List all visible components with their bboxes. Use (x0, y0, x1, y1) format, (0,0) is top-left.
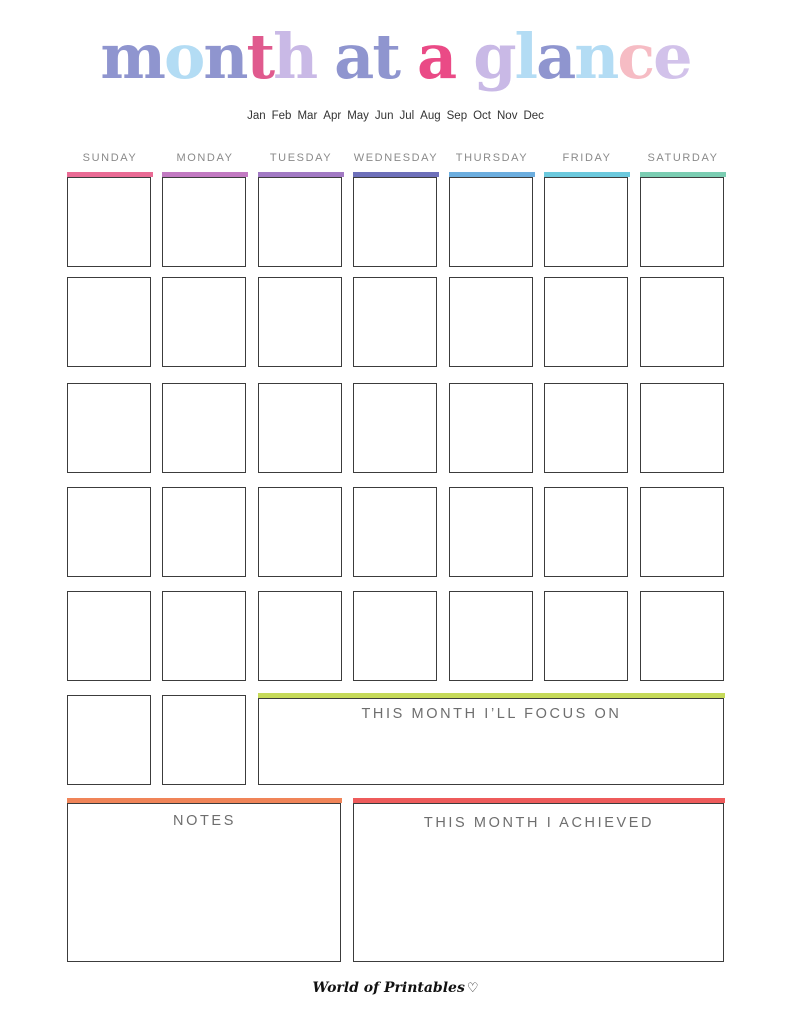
day-cell[interactable] (449, 383, 533, 473)
day-cell[interactable] (640, 177, 724, 267)
day-cell[interactable] (449, 277, 533, 367)
day-cell[interactable] (640, 591, 724, 681)
footer-brand-text: World of Printables (312, 980, 465, 996)
day-cell[interactable] (162, 487, 246, 577)
month-label[interactable]: May (347, 110, 369, 122)
title-letter: c (617, 20, 654, 93)
title-letter: a (417, 20, 456, 93)
achieved-panel-title: THIS MONTH I ACHIEVED (423, 815, 655, 831)
footer-brand (0, 980, 791, 996)
day-cell[interactable] (544, 277, 628, 367)
notes-panel-title: NOTES (173, 813, 236, 829)
day-cell[interactable] (449, 591, 533, 681)
day-cell[interactable] (162, 383, 246, 473)
month-label[interactable]: Sep (446, 110, 468, 122)
weekday-label: THURSDAY (455, 152, 529, 164)
month-label[interactable]: Oct (473, 110, 491, 122)
month-label[interactable]: Jan (247, 110, 266, 122)
title-letter: t (372, 20, 399, 93)
page-title (0, 22, 791, 92)
weekday-label: FRIDAY (562, 152, 612, 164)
month-label[interactable]: Feb (271, 110, 292, 122)
day-cell[interactable] (544, 487, 628, 577)
title-letter: g (473, 20, 515, 93)
day-cell[interactable] (544, 177, 628, 267)
day-cell[interactable] (353, 277, 437, 367)
day-cell[interactable] (640, 487, 724, 577)
month-list (0, 110, 791, 122)
title-letter: n (203, 20, 247, 93)
day-cell[interactable] (449, 177, 533, 267)
day-cell[interactable] (258, 277, 342, 367)
day-cell[interactable] (544, 383, 628, 473)
month-label[interactable]: Mar (297, 110, 318, 122)
day-cell[interactable] (353, 487, 437, 577)
month-label[interactable]: Dec (523, 110, 544, 122)
month-label[interactable]: Nov (497, 110, 518, 122)
heart-icon: ♡ (466, 981, 479, 996)
day-cell[interactable] (258, 591, 342, 681)
title-letter: h (273, 20, 317, 93)
month-label[interactable]: Jul (399, 110, 415, 122)
day-cell[interactable] (353, 383, 437, 473)
day-cell[interactable] (449, 487, 533, 577)
month-label[interactable]: Jun (374, 110, 394, 122)
day-cell[interactable] (162, 177, 246, 267)
month-label[interactable]: Aug (420, 110, 441, 122)
day-cell[interactable] (67, 695, 151, 785)
day-cell[interactable] (67, 591, 151, 681)
weekday-label: MONDAY (176, 152, 234, 164)
day-cell[interactable] (162, 277, 246, 367)
day-cell[interactable] (162, 591, 246, 681)
day-cell[interactable] (353, 177, 437, 267)
title-letter: n (574, 20, 618, 93)
day-cell[interactable] (258, 383, 342, 473)
day-cell[interactable] (162, 695, 246, 785)
focus-panel-title: THIS MONTH I’LL FOCUS ON (361, 706, 622, 722)
day-cell[interactable] (67, 277, 151, 367)
weekday-label: WEDNESDAY (353, 152, 439, 164)
day-cell[interactable] (353, 591, 437, 681)
day-cell[interactable] (258, 177, 342, 267)
title-letter: m (100, 20, 165, 93)
day-cell[interactable] (640, 383, 724, 473)
title-letter: l (514, 20, 537, 93)
day-cell[interactable] (67, 177, 151, 267)
title-letter: a (536, 20, 575, 93)
day-cell[interactable] (258, 487, 342, 577)
title-letter: o (164, 20, 204, 93)
title-letter: t (246, 20, 274, 93)
weekday-label: SATURDAY (647, 152, 719, 164)
month-label[interactable]: Apr (323, 110, 342, 122)
day-cell[interactable] (67, 383, 151, 473)
day-cell[interactable] (544, 591, 628, 681)
title-letter: a (334, 20, 373, 93)
day-cell[interactable] (640, 277, 724, 367)
day-cell[interactable] (67, 487, 151, 577)
title-letter: e (653, 20, 691, 93)
weekday-label: TUESDAY (269, 152, 333, 164)
weekday-label: SUNDAY (82, 152, 138, 164)
